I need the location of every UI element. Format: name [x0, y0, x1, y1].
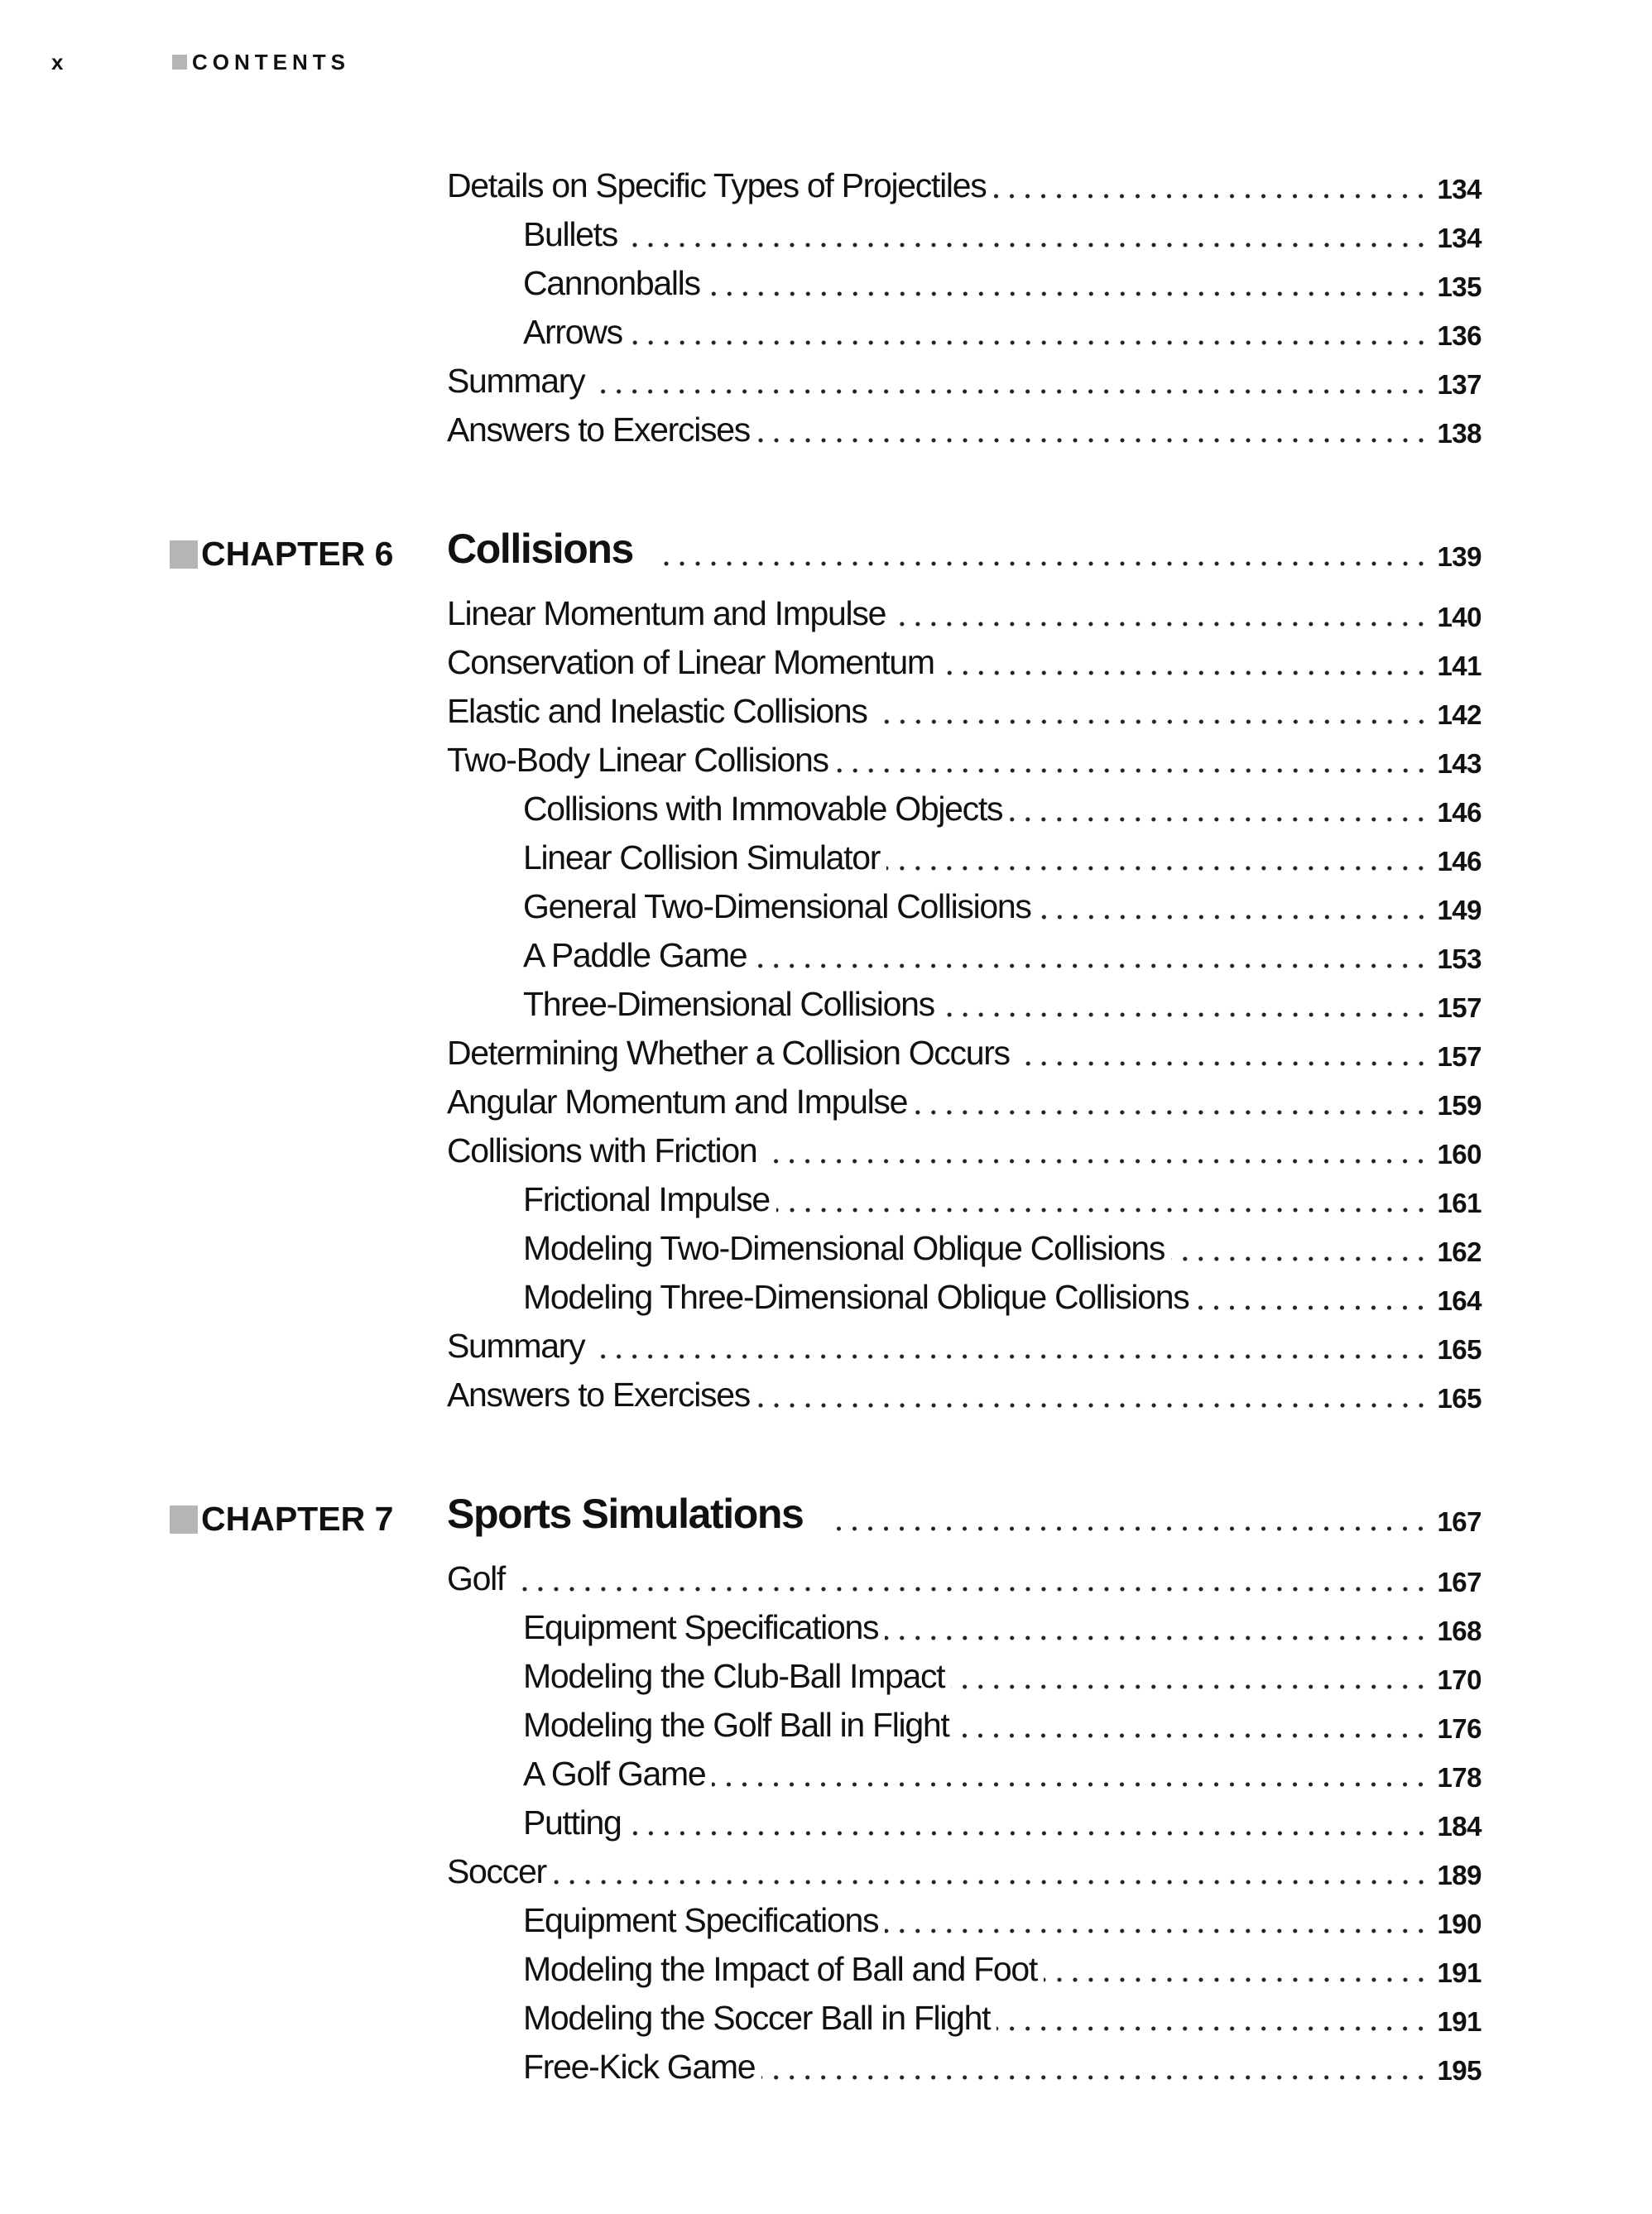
page-number: 146: [1437, 797, 1482, 828]
toc-entry: [447, 1554, 1482, 1603]
chapter-6-entries: [0, 589, 1652, 1419]
page-number: 149: [1437, 895, 1482, 925]
dot-leader: [511, 1585, 1429, 1593]
entry-title: Linear Momentum and Impulse: [447, 594, 886, 632]
table-of-contents: [0, 161, 1652, 2092]
dot-leader: [1195, 1304, 1429, 1312]
dot-leader: [996, 2024, 1429, 2033]
toc-row[interactable]: [0, 833, 1652, 882]
toc-entry: [447, 1029, 1482, 1078]
toc-row[interactable]: [0, 1554, 1652, 1603]
page-number: 157: [1437, 992, 1482, 1023]
toc-subentry: [523, 785, 1482, 833]
chapter-7-entry: [447, 1488, 1482, 1546]
toc-block-continued: [0, 161, 1652, 454]
page-number: 159: [1437, 1090, 1482, 1121]
dot-leader: [591, 387, 1429, 396]
toc-entry: [447, 1322, 1482, 1371]
toc-subentry: [523, 1273, 1482, 1322]
entry-title: Modeling Two-Dimensional Oblique Collisions: [523, 1229, 1165, 1267]
toc-entry: [447, 589, 1482, 638]
toc-entry: [447, 1078, 1482, 1126]
toc-subentry: [523, 833, 1482, 882]
entry-title: Modeling the Golf Ball in Flight: [523, 1706, 949, 1744]
dot-leader: [629, 339, 1429, 347]
toc-row[interactable]: [0, 1994, 1652, 2043]
page-folio: x: [51, 49, 65, 74]
toc-subentry: [523, 1945, 1482, 1994]
dot-leader: [628, 1829, 1429, 1837]
page-number: 165: [1437, 1383, 1482, 1414]
entry-title: Arrows: [523, 313, 622, 351]
entry-title: Three-Dimensional Collisions: [523, 985, 934, 1023]
page-number: 190: [1437, 1909, 1482, 1939]
dot-leader: [951, 1683, 1429, 1691]
dot-leader: [941, 1011, 1429, 1019]
dot-leader: [756, 436, 1429, 444]
dot-leader: [624, 241, 1429, 249]
chapter-6-heading[interactable]: [0, 492, 1652, 589]
entry-title: Bullets: [523, 215, 617, 253]
toc-subentry: [523, 980, 1482, 1029]
entry-title: Putting: [523, 1803, 622, 1842]
toc-entry: [447, 1126, 1482, 1175]
page-number: 195: [1437, 2055, 1482, 2086]
toc-row[interactable]: [0, 406, 1652, 454]
toc-subentry: [523, 931, 1482, 980]
dot-leader: [885, 1927, 1429, 1935]
page-number: 168: [1437, 1616, 1482, 1646]
toc-subentry: [523, 259, 1482, 308]
entry-title: Soccer: [447, 1852, 546, 1890]
dot-leader: [591, 1352, 1429, 1361]
toc-subentry: [523, 882, 1482, 931]
chapter-7-entries: [0, 1554, 1652, 2092]
page-number: 184: [1437, 1811, 1482, 1842]
page-number: 140: [1437, 602, 1482, 632]
chapter-7-label: [170, 1500, 393, 1539]
toc-row[interactable]: [0, 1224, 1652, 1273]
entry-title: Collisions with Immovable Objects: [523, 790, 1003, 828]
entry-title: Equipment Specifications: [523, 1901, 879, 1939]
dot-leader: [658, 560, 1429, 568]
toc-subentry: [523, 1175, 1482, 1224]
page-number: 161: [1437, 1188, 1482, 1218]
toc-row[interactable]: [0, 785, 1652, 833]
toc-row[interactable]: [0, 1322, 1652, 1371]
toc-entry: [447, 357, 1482, 406]
dot-leader: [756, 1401, 1429, 1410]
page-number: 170: [1437, 1664, 1482, 1695]
toc-entry: [447, 638, 1482, 687]
entry-title: General Two-Dimensional Collisions: [523, 887, 1031, 925]
toc-subentry: [523, 1750, 1482, 1799]
toc-subentry: [523, 1896, 1482, 1945]
dot-leader: [1016, 1059, 1429, 1068]
page-number: 167: [1437, 1567, 1482, 1597]
toc-row[interactable]: [0, 638, 1652, 687]
toc-subentry: [523, 1652, 1482, 1701]
entry-title: Linear Collision Simulator: [523, 838, 881, 876]
toc-subentry: [523, 308, 1482, 357]
toc-entry: [447, 1371, 1482, 1419]
toc-row[interactable]: [0, 2043, 1652, 2092]
entry-title: Summary: [447, 362, 585, 400]
entry-title: Answers to Exercises: [447, 411, 750, 449]
entry-title: Conservation of Linear Momentum: [447, 643, 934, 681]
chapter-7-heading[interactable]: [0, 1457, 1652, 1554]
chapter-number: CHAPTER 7: [201, 1500, 394, 1538]
page-number: 160: [1437, 1139, 1482, 1169]
dot-leader: [835, 766, 1429, 775]
toc-row[interactable]: [0, 1896, 1652, 1945]
dot-leader: [874, 718, 1429, 726]
dot-leader: [955, 1731, 1429, 1740]
page-number: 137: [1437, 369, 1482, 400]
toc-row[interactable]: [0, 1652, 1652, 1701]
page-number: 189: [1437, 1860, 1482, 1890]
page-number: 141: [1437, 651, 1482, 681]
toc-row[interactable]: [0, 1847, 1652, 1896]
dot-leader: [1044, 1976, 1429, 1984]
toc-subentry: [523, 2043, 1482, 2092]
toc-row[interactable]: [0, 357, 1652, 406]
dot-leader: [707, 290, 1429, 298]
entry-title: Equipment Specifications: [523, 1608, 879, 1646]
page-number: 191: [1437, 1957, 1482, 1988]
dot-leader: [763, 1157, 1429, 1165]
page-number: 134: [1437, 223, 1482, 253]
entry-title: Answers to Exercises: [447, 1376, 750, 1414]
toc-row[interactable]: [0, 882, 1652, 931]
entry-title: Determining Whether a Collision Occurs: [447, 1034, 1010, 1072]
toc-subentry: [523, 210, 1482, 259]
toc-row[interactable]: [0, 259, 1652, 308]
page-number: 134: [1437, 174, 1482, 204]
toc-subentry: [523, 1994, 1482, 2043]
dot-leader: [712, 1780, 1429, 1789]
toc-row[interactable]: [0, 1603, 1652, 1652]
entry-title: Cannonballs: [523, 264, 700, 302]
toc-row[interactable]: [0, 210, 1652, 259]
chapter-title: Collisions: [447, 526, 633, 572]
entry-title: Collisions with Friction: [447, 1131, 757, 1169]
toc-row[interactable]: [0, 980, 1652, 1029]
entry-title: Modeling the Club-Ball Impact: [523, 1657, 945, 1695]
page-number: 142: [1437, 699, 1482, 730]
entry-title: Modeling Three-Dimensional Oblique Collisions: [523, 1278, 1189, 1316]
page-number: 157: [1437, 1041, 1482, 1072]
toc-row[interactable]: [0, 687, 1652, 736]
toc-row[interactable]: [0, 1273, 1652, 1322]
page-number: 146: [1437, 846, 1482, 876]
chapter-6-entry: [447, 523, 1482, 581]
toc-subentry: [523, 1224, 1482, 1273]
toc-row[interactable]: [0, 1371, 1652, 1419]
entry-title: Elastic and Inelastic Collisions: [447, 692, 867, 730]
page-number: 164: [1437, 1285, 1482, 1316]
toc-row[interactable]: [0, 308, 1652, 357]
page-number: 139: [1437, 541, 1482, 572]
page-number: 153: [1437, 944, 1482, 974]
entry-title: A Paddle Game: [523, 936, 747, 974]
dot-leader: [828, 1525, 1429, 1533]
page-number: 176: [1437, 1713, 1482, 1744]
dot-leader: [1009, 815, 1429, 824]
entry-title: Free-Kick Game: [523, 2048, 756, 2086]
chapter-6-label: [170, 535, 393, 574]
square-bullet-icon: [172, 55, 187, 70]
toc-entry: [447, 161, 1482, 210]
chapter-title: Sports Simulations: [447, 1491, 804, 1537]
toc-row[interactable]: [0, 736, 1652, 785]
dot-leader: [776, 1206, 1429, 1214]
toc-subentry: [523, 1603, 1482, 1652]
toc-row[interactable]: [0, 589, 1652, 638]
page-number: 162: [1437, 1237, 1482, 1267]
chapter-number: CHAPTER 6: [201, 535, 394, 573]
page-number: 165: [1437, 1334, 1482, 1365]
page-number: 191: [1437, 2006, 1482, 2037]
toc-entry: [447, 736, 1482, 785]
entry-title: Frictional Impulse: [523, 1180, 770, 1218]
page-number: 143: [1437, 748, 1482, 779]
entry-title: Summary: [447, 1327, 585, 1365]
toc-row[interactable]: [0, 931, 1652, 980]
dot-leader: [1171, 1255, 1429, 1263]
toc-entry: [447, 687, 1482, 736]
entry-title: Golf: [447, 1559, 505, 1597]
dot-leader: [1038, 913, 1429, 921]
page-number: 136: [1437, 320, 1482, 351]
toc-row[interactable]: [0, 1945, 1652, 1994]
entry-title: Angular Momentum and Impulse: [447, 1083, 908, 1121]
page-number: 135: [1437, 271, 1482, 302]
dot-leader: [753, 962, 1429, 970]
dot-leader: [886, 864, 1429, 872]
toc-row[interactable]: [0, 1799, 1652, 1847]
entry-title: Two-Body Linear Collisions: [447, 741, 828, 779]
dot-leader: [992, 192, 1429, 200]
entry-title: Modeling the Soccer Ball in Flight: [523, 1999, 991, 2037]
toc-entry: [447, 406, 1482, 454]
toc-row[interactable]: [0, 161, 1652, 210]
toc-row[interactable]: [0, 1175, 1652, 1224]
toc-subentry: [523, 1799, 1482, 1847]
entry-title: Modeling the Impact of Ball and Foot: [523, 1950, 1037, 1988]
page-number: 178: [1437, 1762, 1482, 1793]
entry-title: A Golf Game: [523, 1755, 706, 1793]
entry-title: Details on Specific Types of Projectiles: [447, 166, 987, 204]
toc-row[interactable]: [0, 1701, 1652, 1750]
square-bullet-icon: [170, 1506, 198, 1534]
dot-leader: [553, 1878, 1429, 1886]
running-head-label: CONTENTS: [192, 49, 350, 74]
toc-row[interactable]: [0, 1750, 1652, 1799]
dot-leader: [914, 1108, 1429, 1117]
running-head: [51, 46, 350, 79]
dot-leader: [941, 669, 1429, 677]
dot-leader: [892, 620, 1429, 628]
toc-row[interactable]: [0, 1126, 1652, 1175]
page-number: 167: [1437, 1506, 1482, 1537]
dot-leader: [885, 1634, 1429, 1642]
toc-subentry: [523, 1701, 1482, 1750]
toc-row[interactable]: [0, 1029, 1652, 1078]
dot-leader: [761, 2073, 1429, 2082]
square-bullet-icon: [170, 540, 198, 569]
toc-entry: [447, 1847, 1482, 1896]
toc-row[interactable]: [0, 1078, 1652, 1126]
page-number: 138: [1437, 418, 1482, 449]
